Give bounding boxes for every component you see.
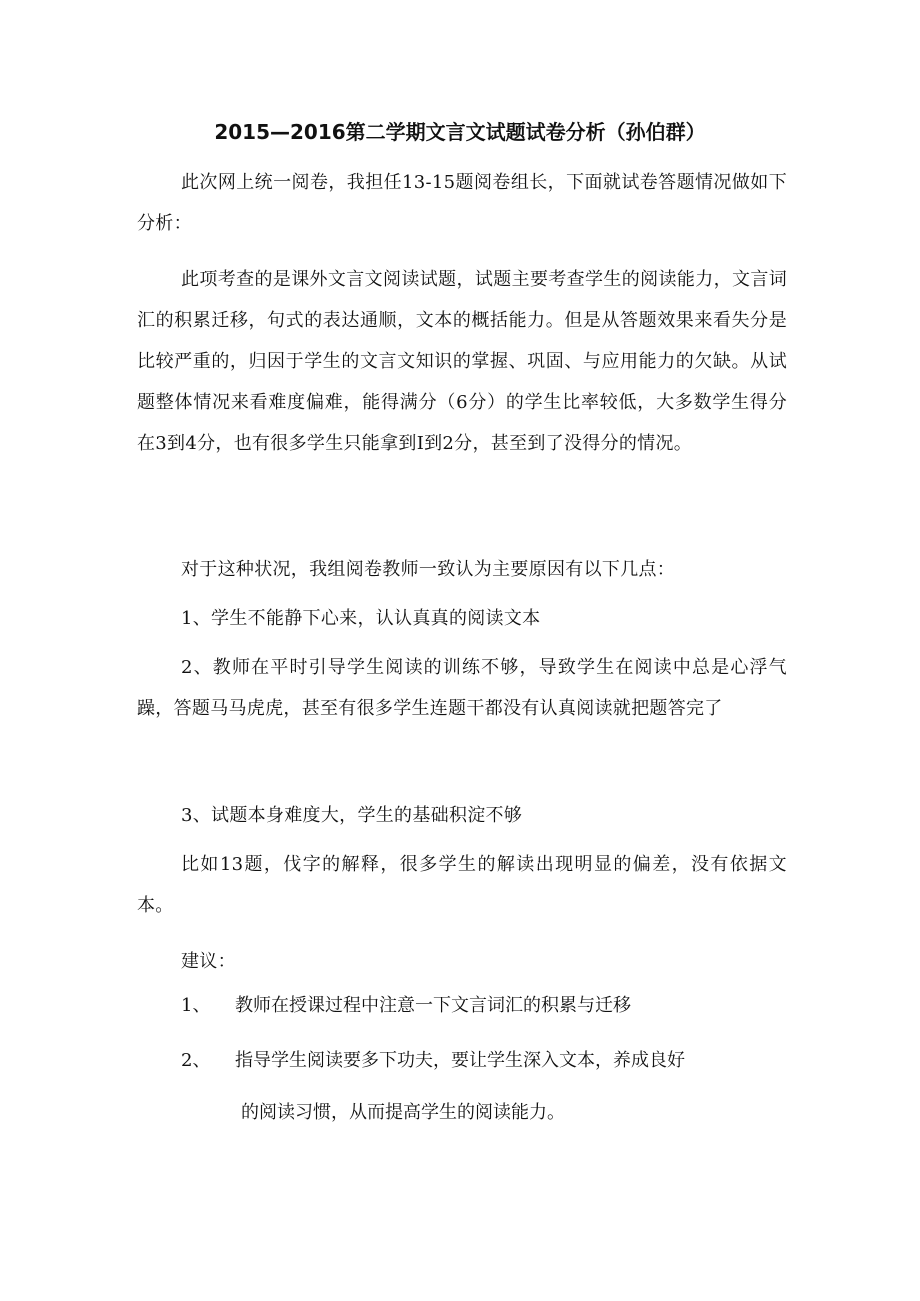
suggestion-number: 1、 — [181, 995, 211, 1016]
reason-3-paragraph: 3、试题本身难度大，学生的基础积淀不够 — [181, 805, 523, 826]
reason-2-paragraph: 2、教师在平时引导学生阅读的训练不够，导致学生在阅读中总是心浮气躁，答题马马虎虎，甚至有很多学生连题干都没有认真阅读就把题答完了 — [137, 657, 787, 719]
intro-paragraph: 此次网上统一阅卷，我担任13-15题阅卷组长，下面就试卷答题情况做如下分析： — [137, 172, 787, 234]
reasons-intro-paragraph: 对于这种状况，我组阅卷教师一致认为主要原因有以下几点： — [181, 559, 676, 580]
suggestion-text: 教师在授课过程中注意一下文言词汇的积累与迁移 — [235, 995, 631, 1016]
document-title: 2015—2016第二学期文言文试题试卷分析（孙伯群） — [214, 120, 706, 144]
analysis-paragraph: 此项考查的是课外文言文阅读试题，试题主要考查学生的阅读能力，文言词汇的积累迁移，句式的表达通顺，文本的概括能力。但是从答题效果来看失分是比较严重的，归因于学生的文言文知识的掌握、巩固、与应用能力的欠缺。从试题整体情况来看难度偏难，能得满分（6分）的学生比率较低，大多数学生得分在3到4分，也有很多学生只能拿到I到2分，甚至到了没得分的情况。 — [137, 269, 787, 454]
reason-1-paragraph: 1、学生不能静下心来，认认真真的阅读文本 — [181, 608, 541, 629]
suggestion-item-2-continuation: 的阅读习惯，从而提高学生的阅读能力。 — [241, 1102, 565, 1123]
example-paragraph: 比如13题，伐字的解释，很多学生的解读出现明显的偏差，没有依据文本。 — [137, 854, 787, 916]
suggestion-item-2 — [0, 1046, 920, 1076]
suggestions-heading: 建议： — [181, 951, 236, 972]
suggestion-item-1 — [0, 991, 920, 1021]
suggestion-text: 指导学生阅读要多下功夫，要让学生深入文本，养成良好 — [235, 1050, 685, 1071]
suggestion-number: 2、 — [181, 1050, 211, 1071]
